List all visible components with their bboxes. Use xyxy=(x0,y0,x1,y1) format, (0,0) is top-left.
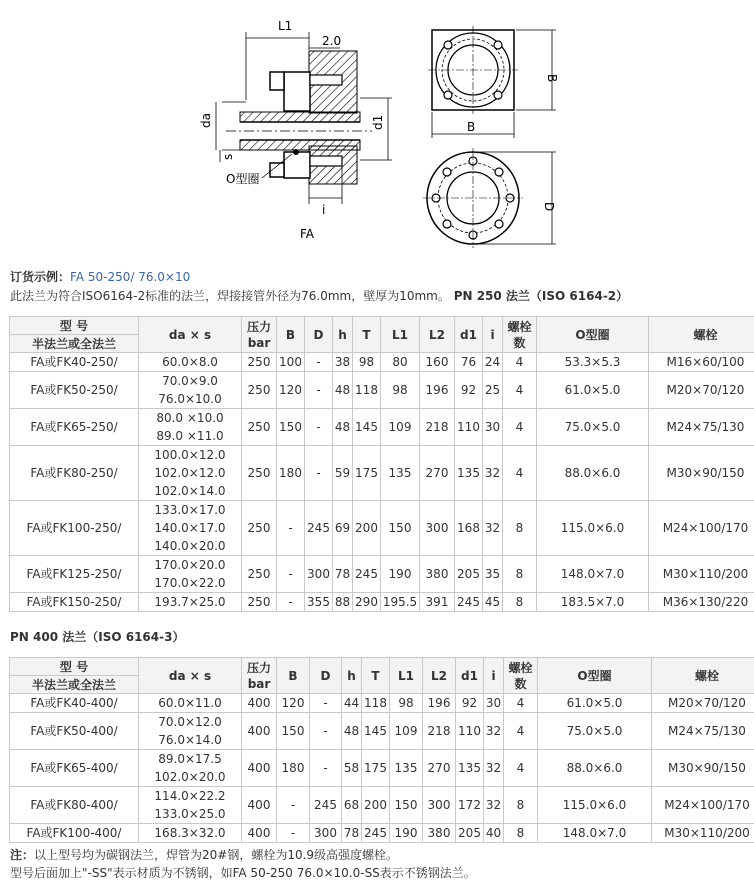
cell-n: 8 xyxy=(503,593,537,612)
cell-i: 32 xyxy=(483,446,503,501)
header-bolt: 螺栓 xyxy=(652,658,754,694)
flange-technical-drawing xyxy=(0,0,754,262)
cell-L1: 80 xyxy=(381,353,420,372)
cell-bolt: M16×60/100 xyxy=(649,353,754,372)
cell-L1: 98 xyxy=(390,694,423,713)
header-model-title: 型 号 xyxy=(59,659,89,674)
cell-L2: 218 xyxy=(423,713,456,750)
cell-T: 200 xyxy=(362,787,390,824)
cell-n: 4 xyxy=(503,446,537,501)
cell-da-s-value: 102.0×12.0 xyxy=(154,466,226,480)
cell-das xyxy=(139,824,242,843)
cell-oring: 88.0×6.0 xyxy=(538,750,652,787)
cell-bolt: M30×90/150 xyxy=(649,446,754,501)
cell-B: - xyxy=(277,787,310,824)
cell-oring: 148.0×7.0 xyxy=(538,824,652,843)
cell-das xyxy=(139,409,242,446)
cell-bolt: M30×110/200 xyxy=(649,556,754,593)
header-row xyxy=(10,658,754,676)
header-model xyxy=(10,317,139,335)
cell-d1: 135 xyxy=(456,750,484,787)
header-model-sub: 半法兰或全法兰 xyxy=(10,676,139,694)
cell-T: 290 xyxy=(353,593,381,612)
pn400-spec-table xyxy=(9,657,754,843)
header-bolt-count-line2: 数 xyxy=(514,676,527,691)
cell-p: 400 xyxy=(242,713,277,750)
cell-p: 400 xyxy=(242,787,277,824)
cell-L1: 150 xyxy=(390,787,423,824)
cell-h: 48 xyxy=(333,409,353,446)
cell-da-s-value: 114.0×22.2 xyxy=(154,789,226,803)
header-B: B xyxy=(277,317,305,353)
cell-das xyxy=(139,372,242,409)
header-bolt-count-line2: 数 xyxy=(513,335,526,350)
cell-p: 250 xyxy=(242,372,277,409)
table-row xyxy=(10,372,754,409)
cell-h: 38 xyxy=(333,353,353,372)
cell-da-s-value: 102.0×20.0 xyxy=(154,770,226,784)
cell-D: - xyxy=(305,409,333,446)
cell-das xyxy=(139,446,242,501)
cell-L2: 300 xyxy=(420,501,455,556)
cell-i: 35 xyxy=(483,556,503,593)
cell-B: 120 xyxy=(277,694,310,713)
order-example xyxy=(10,268,190,285)
cell-model: FA或FK80-400/ xyxy=(10,787,139,824)
cell-h: 88 xyxy=(333,593,353,612)
cell-da-s-value: 76.0×10.0 xyxy=(158,392,222,406)
cell-L2: 391 xyxy=(420,593,455,612)
cell-bolt: M30×110/200 xyxy=(652,824,754,843)
cell-D: 245 xyxy=(305,501,333,556)
header-bolt-count xyxy=(504,658,538,694)
cell-da-s-value: 100.0×12.0 xyxy=(154,448,226,462)
cell-da-s-value: 133.0×17.0 xyxy=(154,503,226,517)
cell-T: 145 xyxy=(362,713,390,750)
cell-n: 8 xyxy=(504,824,538,843)
cell-da-s-value: 193.7×25.0 xyxy=(154,595,226,609)
cell-T: 245 xyxy=(353,556,381,593)
cell-L2: 218 xyxy=(420,409,455,446)
cell-T: 175 xyxy=(362,750,390,787)
order-description xyxy=(10,287,628,304)
cell-das xyxy=(139,713,242,750)
header-h: h xyxy=(333,317,353,353)
note-text-2: 型号后面加上"-SS"表示材质为不锈钢，如FA 50-250 76.0×10.0-SS表示不锈钢法兰。 xyxy=(10,866,476,880)
cell-B: 180 xyxy=(277,750,310,787)
cell-i: 45 xyxy=(483,593,503,612)
note-label: 注： xyxy=(10,848,35,862)
cell-p: 250 xyxy=(242,593,277,612)
cell-T: 200 xyxy=(353,501,381,556)
note-line-1 xyxy=(10,846,398,863)
cell-d1: 168 xyxy=(455,501,483,556)
cell-oring: 53.3×5.3 xyxy=(537,353,649,372)
cell-bolt: M24×75/130 xyxy=(649,409,754,446)
header-bolt: 螺栓 xyxy=(649,317,754,353)
cell-das xyxy=(139,501,242,556)
cell-h: 69 xyxy=(333,501,353,556)
cell-B: - xyxy=(277,501,305,556)
header-row xyxy=(10,317,754,335)
cell-d1: 92 xyxy=(456,694,484,713)
pn250-title: PN 250 法兰（ISO 6164-2） xyxy=(453,289,629,303)
header-pressure-unit: bar xyxy=(247,676,271,691)
cell-das xyxy=(139,593,242,612)
cell-da-s-value: 140.0×17.0 xyxy=(154,521,226,535)
cell-model: FA或FK65-400/ xyxy=(10,750,139,787)
cell-D: 245 xyxy=(310,787,342,824)
header-L1: L1 xyxy=(381,317,420,353)
order-example-code: FA 50-250/ 76.0×10 xyxy=(70,270,191,284)
header-L2: L2 xyxy=(423,658,456,694)
cell-model: FA或FK150-250/ xyxy=(10,593,139,612)
cell-D: - xyxy=(305,353,333,372)
cell-d1: 205 xyxy=(455,556,483,593)
cell-da-s-value: 102.0×14.0 xyxy=(154,484,226,498)
cell-i: 32 xyxy=(484,787,504,824)
cell-bolt: M36×130/220 xyxy=(649,593,754,612)
cell-B: 150 xyxy=(277,713,310,750)
cell-L2: 380 xyxy=(423,824,456,843)
header-pressure-unit: bar xyxy=(247,335,271,350)
cell-model: FA或FK50-400/ xyxy=(10,713,139,750)
cell-h: 68 xyxy=(342,787,362,824)
table-row xyxy=(10,713,754,750)
table-row xyxy=(10,409,754,446)
cell-model: FA或FK65-250/ xyxy=(10,409,139,446)
cell-p: 400 xyxy=(242,824,277,843)
table-row xyxy=(10,787,754,824)
cell-n: 4 xyxy=(503,372,537,409)
cell-D: 355 xyxy=(305,593,333,612)
cell-p: 250 xyxy=(242,353,277,372)
cell-da-s-value: 70.0×9.0 xyxy=(162,374,218,388)
cell-bolt: M30×90/150 xyxy=(652,750,754,787)
cell-da-s-value: 140.0×20.0 xyxy=(154,539,226,553)
cell-L2: 380 xyxy=(420,556,455,593)
cell-da-s-value: 80.0 ×10.0 xyxy=(156,411,224,425)
cell-das xyxy=(139,787,242,824)
header-bolt-count-line1: 螺栓 xyxy=(508,660,533,675)
cell-bolt: M20×70/120 xyxy=(652,694,754,713)
cell-i: 30 xyxy=(484,694,504,713)
label-oring: O型圈 xyxy=(226,172,260,186)
cell-D: - xyxy=(305,446,333,501)
cell-da-s-value: 60.0×11.0 xyxy=(158,696,222,710)
cell-D: - xyxy=(310,694,342,713)
cell-da-s-value: 89.0 ×11.0 xyxy=(156,429,224,443)
header-model-sub: 半法兰或全法兰 xyxy=(10,335,139,353)
cell-n: 4 xyxy=(503,353,537,372)
cell-L1: 195.5 xyxy=(381,593,420,612)
header-T: T xyxy=(362,658,390,694)
header-da-s: da × s xyxy=(139,317,242,353)
cell-L1: 109 xyxy=(390,713,423,750)
header-pressure-label: 压力 xyxy=(246,319,271,334)
cell-bolt: M24×75/130 xyxy=(652,713,754,750)
cell-T: 245 xyxy=(362,824,390,843)
cell-n: 4 xyxy=(504,694,538,713)
cell-oring: 115.0×6.0 xyxy=(537,501,649,556)
cell-h: 59 xyxy=(333,446,353,501)
header-i: i xyxy=(483,317,503,353)
cell-da-s-value: 70.0×12.0 xyxy=(158,715,222,729)
cell-L2: 160 xyxy=(420,353,455,372)
cell-d1: 172 xyxy=(456,787,484,824)
label-gap: 2.0 xyxy=(322,34,342,48)
cell-oring: 183.5×7.0 xyxy=(537,593,649,612)
cell-model: FA或FK40-250/ xyxy=(10,353,139,372)
header-bolt-count xyxy=(503,317,537,353)
cell-n: 4 xyxy=(504,750,538,787)
cell-bolt: M20×70/120 xyxy=(649,372,754,409)
cell-d1: 245 xyxy=(455,593,483,612)
cell-D: - xyxy=(305,372,333,409)
header-pressure xyxy=(242,658,277,694)
cell-p: 400 xyxy=(242,750,277,787)
cell-D: - xyxy=(310,713,342,750)
header-pressure xyxy=(242,317,277,353)
table-row xyxy=(10,750,754,787)
cell-oring: 88.0×6.0 xyxy=(537,446,649,501)
cell-p: 250 xyxy=(242,501,277,556)
header-bolt-count-line1: 螺栓 xyxy=(507,319,532,334)
cell-h: 78 xyxy=(333,556,353,593)
cell-bolt: M24×100/170 xyxy=(649,501,754,556)
cell-L1: 190 xyxy=(390,824,423,843)
cell-T: 145 xyxy=(353,409,381,446)
cell-T: 175 xyxy=(353,446,381,501)
header-i: i xyxy=(484,658,504,694)
cell-i: 24 xyxy=(483,353,503,372)
note-line-2 xyxy=(10,864,476,881)
cell-d1: 76 xyxy=(455,353,483,372)
round-flange-view xyxy=(423,148,556,248)
order-description-text: 此法兰为符合ISO6164-2标准的法兰，焊接接管外径为76.0mm，壁厚为10mm。 xyxy=(10,289,450,303)
cell-T: 118 xyxy=(362,694,390,713)
cell-L2: 270 xyxy=(423,750,456,787)
pn250-spec-table xyxy=(9,316,754,612)
cell-i: 40 xyxy=(484,824,504,843)
cell-B: 120 xyxy=(277,372,305,409)
cell-da-s-value: 168.3×32.0 xyxy=(154,826,226,840)
cell-h: 58 xyxy=(342,750,362,787)
cell-oring: 148.0×7.0 xyxy=(537,556,649,593)
header-oring: O型圈 xyxy=(537,317,649,353)
cell-n: 4 xyxy=(503,409,537,446)
cell-T: 98 xyxy=(353,353,381,372)
cell-p: 250 xyxy=(242,446,277,501)
cell-L1: 190 xyxy=(381,556,420,593)
cell-das xyxy=(139,750,242,787)
note-text-1: 以上型号均为碳钢法兰，焊管为20#钢，螺栓为10.9级高强度螺栓。 xyxy=(34,848,399,862)
cell-model: FA或FK40-400/ xyxy=(10,694,139,713)
header-B: B xyxy=(277,658,310,694)
cell-B: 100 xyxy=(277,353,305,372)
cell-d1: 135 xyxy=(455,446,483,501)
header-oring: O型圈 xyxy=(538,658,652,694)
cell-L2: 196 xyxy=(420,372,455,409)
header-d1: d1 xyxy=(455,317,483,353)
cell-d1: 205 xyxy=(456,824,484,843)
cell-da-s-value: 89.0×17.5 xyxy=(158,752,222,766)
label-d1: d1 xyxy=(371,114,385,130)
label-da: da xyxy=(199,113,213,128)
cell-D: 300 xyxy=(310,824,342,843)
cell-model: FA或FK50-250/ xyxy=(10,372,139,409)
header-h: h xyxy=(342,658,362,694)
cell-B: 150 xyxy=(277,409,305,446)
table-row xyxy=(10,353,754,372)
header-D: D xyxy=(305,317,333,353)
table-row xyxy=(10,593,754,612)
cell-h: 48 xyxy=(342,713,362,750)
cell-model: FA或FK100-250/ xyxy=(10,501,139,556)
cell-d1: 110 xyxy=(455,409,483,446)
label-FA: FA xyxy=(300,227,315,241)
cell-oring: 61.0×5.0 xyxy=(537,372,649,409)
cell-p: 400 xyxy=(242,694,277,713)
header-T: T xyxy=(353,317,381,353)
cell-oring: 75.0×5.0 xyxy=(537,409,649,446)
header-model-title: 型 号 xyxy=(59,318,89,333)
cell-B: 180 xyxy=(277,446,305,501)
cell-da-s-value: 76.0×14.0 xyxy=(158,733,222,747)
square-flange-view xyxy=(428,26,559,138)
cell-das xyxy=(139,353,242,372)
cell-n: 8 xyxy=(503,501,537,556)
table-row xyxy=(10,694,754,713)
cell-T: 118 xyxy=(353,372,381,409)
cell-da-s-value: 60.0×8.0 xyxy=(162,355,218,369)
label-L1: L1 xyxy=(278,19,293,33)
cell-bolt: M24×100/170 xyxy=(652,787,754,824)
pn400-title: PN 400 法兰（ISO 6164-3） xyxy=(10,630,185,644)
cell-model: FA或FK125-250/ xyxy=(10,556,139,593)
cell-i: 30 xyxy=(483,409,503,446)
cell-L1: 135 xyxy=(381,446,420,501)
cell-B: - xyxy=(277,556,305,593)
label-B-bottom: B xyxy=(467,120,476,134)
order-prefix: 订货示例： xyxy=(10,270,71,284)
cell-i: 25 xyxy=(483,372,503,409)
cell-p: 250 xyxy=(242,556,277,593)
cell-da-s-value: 170.0×22.0 xyxy=(154,576,226,590)
cell-D: 300 xyxy=(305,556,333,593)
cell-model: FA或FK80-250/ xyxy=(10,446,139,501)
cell-das xyxy=(139,694,242,713)
cell-oring: 75.0×5.0 xyxy=(538,713,652,750)
cell-L2: 300 xyxy=(423,787,456,824)
label-i: i xyxy=(322,203,326,217)
table-row xyxy=(10,556,754,593)
header-D: D xyxy=(310,658,342,694)
table-row xyxy=(10,824,754,843)
cell-d1: 110 xyxy=(456,713,484,750)
cell-h: 48 xyxy=(333,372,353,409)
side-section-view xyxy=(199,19,392,241)
header-da-s: da × s xyxy=(139,658,242,694)
cell-i: 32 xyxy=(483,501,503,556)
cell-h: 44 xyxy=(342,694,362,713)
table-row xyxy=(10,501,754,556)
cell-p: 250 xyxy=(242,409,277,446)
header-model xyxy=(10,658,139,676)
label-D: D xyxy=(542,202,556,212)
cell-model: FA或FK100-400/ xyxy=(10,824,139,843)
header-d1: d1 xyxy=(456,658,484,694)
header-pressure-label: 压力 xyxy=(246,660,271,675)
cell-oring: 115.0×6.0 xyxy=(538,787,652,824)
cell-B: - xyxy=(277,593,305,612)
cell-n: 4 xyxy=(504,713,538,750)
label-s: s xyxy=(221,153,235,160)
cell-B: - xyxy=(277,824,310,843)
cell-L2: 196 xyxy=(423,694,456,713)
table-row xyxy=(10,446,754,501)
cell-oring: 61.0×5.0 xyxy=(538,694,652,713)
header-L2: L2 xyxy=(420,317,455,353)
cell-L1: 135 xyxy=(390,750,423,787)
cell-L1: 109 xyxy=(381,409,420,446)
cell-da-s-value: 170.0×20.0 xyxy=(154,558,226,572)
cell-L1: 150 xyxy=(381,501,420,556)
cell-d1: 92 xyxy=(455,372,483,409)
label-B-side: B xyxy=(545,74,559,83)
cell-n: 8 xyxy=(504,787,538,824)
cell-n: 8 xyxy=(503,556,537,593)
cell-i: 32 xyxy=(484,713,504,750)
cell-das xyxy=(139,556,242,593)
cell-L1: 98 xyxy=(381,372,420,409)
cell-D: - xyxy=(310,750,342,787)
cell-da-s-value: 133.0×25.0 xyxy=(154,807,226,821)
header-L1: L1 xyxy=(390,658,423,694)
cell-h: 78 xyxy=(342,824,362,843)
cell-i: 32 xyxy=(484,750,504,787)
cell-L2: 270 xyxy=(420,446,455,501)
